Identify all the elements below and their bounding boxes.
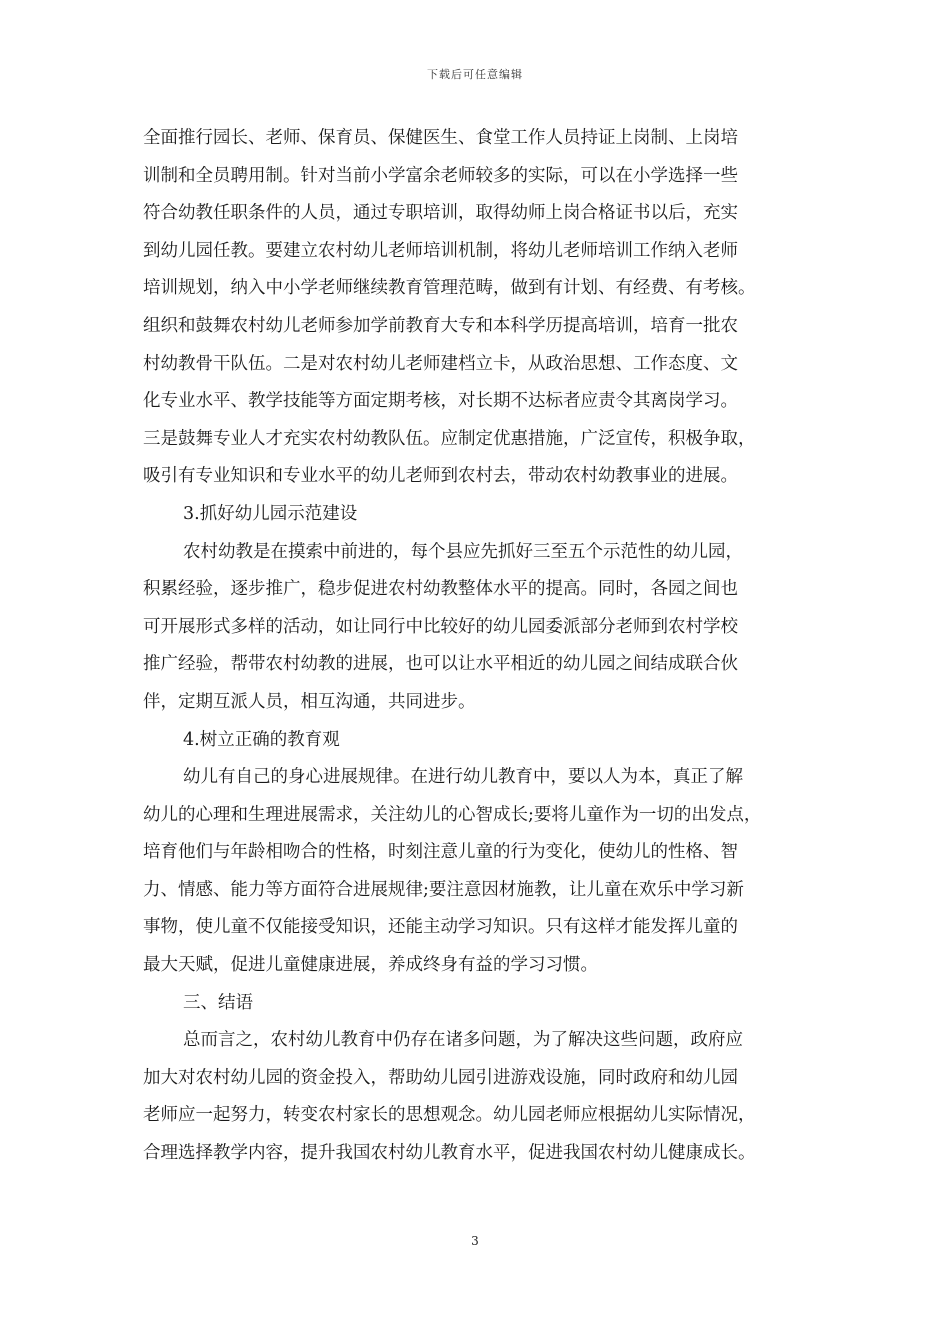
text-line: 三是鼓舞专业人才充实农村幼教队伍。应制定优惠措施，广泛宣传，积极争取， <box>143 428 756 449</box>
text-line: 可开展形式多样的活动，如让同行中比较好的幼儿园委派部分老师到农村学校 <box>143 616 738 637</box>
text-line: 推广经验，帮带农村幼教的进展，也可以让水平相近的幼儿园之间结成联合伙 <box>143 654 738 675</box>
text-line: 伴，定期互派人员，相互沟通，共同进步。 <box>143 691 476 712</box>
text-line: 最大天赋，促进儿童健康进展，养成终身有益的学习习惯。 <box>143 955 598 976</box>
text-line: 老师应一起努力，转变农村家长的思想观念。幼儿园老师应根据幼儿实际情况， <box>143 1105 756 1126</box>
document-body <box>143 120 823 1173</box>
text-line: 总而言之，农村幼儿教育中仍存在诸多问题，为了解决这些问题，政府应 <box>183 1030 743 1051</box>
text-line: 培育他们与年龄相吻合的性格，时刻注意儿童的行为变化，使幼儿的性格、智 <box>143 842 738 863</box>
page-number: 3 <box>471 1234 479 1248</box>
text-line: 积累经验，逐步推广，稳步促进农村幼教整体水平的提高。同时，各园之间也 <box>143 579 738 600</box>
text-line: 4.树立正确的教育观 <box>183 729 340 750</box>
text-line: 化专业水平、教学技能等方面定期考核，对长期不达标者应责令其离岗学习。 <box>143 391 738 412</box>
text-line: 组织和鼓舞农村幼儿老师参加学前教育大专和本科学历提高培训，培育一批农 <box>143 315 738 336</box>
text-line: 全面推行园长、老师、保育员、保健医生、食堂工作人员持证上岗制、上岗培 <box>143 128 738 148</box>
text-line: 吸引有专业知识和专业水平的幼儿老师到农村去，带动农村幼教事业的进展。 <box>143 466 738 487</box>
text-line: 符合幼教任职条件的人员，通过专职培训，取得幼师上岗合格证书以后，充实 <box>143 203 738 224</box>
text-line: 村幼教骨干队伍。二是对农村幼儿老师建档立卡，从政治思想、工作态度、文 <box>143 353 738 374</box>
text-line: 力、情感、能力等方面符合进展规律;要注意因材施教，让儿童在欢乐中学习新 <box>143 879 744 900</box>
text-line: 幼儿的心理和生理进展需求，关注幼儿的心智成长;要将儿童作为一切的出发点， <box>143 804 762 825</box>
text-line: 加大对农村幼儿园的资金投入，帮助幼儿园引进游戏设施，同时政府和幼儿园 <box>143 1067 738 1088</box>
text-line: 幼儿有自己的身心进展规律。在进行幼儿教育中，要以人为本，真正了解 <box>183 767 743 788</box>
text-line: 事物，使儿童不仅能接受知识，还能主动学习知识。只有这样才能发挥儿童的 <box>143 917 738 938</box>
text-line: 合理选择教学内容，提升我国农村幼儿教育水平，促进我国农村幼儿健康成长。 <box>143 1143 756 1164</box>
text-line: 3.抓好幼儿园示范建设 <box>183 503 358 524</box>
text-line: 训制和全员聘用制。针对当前小学富余老师较多的实际，可以在小学选择一些 <box>143 165 738 186</box>
text-line: 三、结语 <box>183 992 253 1013</box>
text-line: 培训规划，纳入中小学老师继续教育管理范畴，做到有计划、有经费、有考核。 <box>143 278 756 299</box>
text-line: 到幼儿园任教。要建立农村幼儿老师培训机制，将幼儿老师培训工作纳入老师 <box>143 240 738 261</box>
text-line: 农村幼教是在摸索中前进的，每个县应先抓好三至五个示范性的幼儿园， <box>183 541 743 562</box>
page-header: 下载后可任意编辑 <box>427 68 523 81</box>
